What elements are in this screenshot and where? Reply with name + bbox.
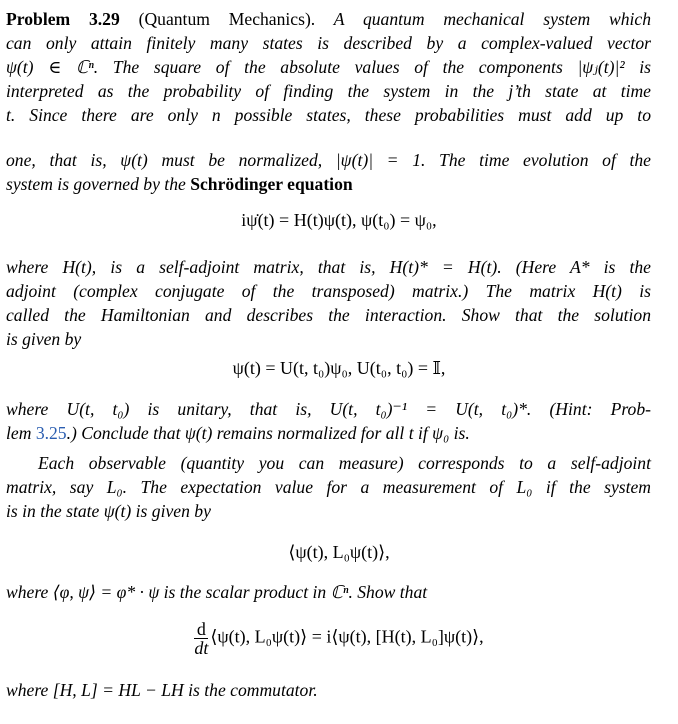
problem-heading: Problem 3.29 bbox=[6, 9, 120, 29]
text-fragment: .) Conclude that ψ(t) remains normalized for all t if ψ₀ is. bbox=[66, 423, 470, 443]
text-line: one, that is, ψ(t) must be normalized, |ψ(t)| = 1. The time evolution of the bbox=[6, 150, 651, 170]
text-line: can only attain finitely many states is described by a complex-valued vector bbox=[6, 33, 651, 53]
problem-subject: (Quantum Mechanics). bbox=[138, 9, 316, 29]
text-line bbox=[6, 173, 651, 195]
problem-reference-link[interactable]: 3.25 bbox=[35, 423, 67, 443]
text-fragment: lem bbox=[6, 423, 32, 443]
text-line: matrix, say L₀. The expectation value for a measurement of L₀ if the system bbox=[6, 477, 651, 497]
text-line: where [H, L] = HL − LH is the commutator. bbox=[6, 680, 318, 700]
equation-expectation: ⟨ψ(t), L₀ψ(t)⟩, bbox=[288, 542, 390, 562]
text-fragment: system is governed by the bbox=[6, 174, 186, 194]
text-line: interpreted as the probability of finding the system in the j’th state at time bbox=[6, 81, 651, 101]
fraction-numerator: d bbox=[194, 620, 208, 639]
text-line: where ⟨φ, ψ⟩ = φ* · ψ is the scalar product in ℂⁿ. Show that bbox=[6, 582, 428, 602]
problem-intro-line bbox=[6, 8, 651, 30]
equation-schrodinger: iψ̇(t) = H(t)ψ(t), ψ(t₀) = ψ₀, bbox=[241, 210, 437, 230]
schrodinger-term: Schrödinger equation bbox=[190, 174, 353, 194]
equation-rest: ⟨ψ(t), L₀ψ(t)⟩ = i⟨ψ(t), [H(t), L₀]ψ(t)⟩, bbox=[210, 626, 484, 647]
text-line: is in the state ψ(t) is given by bbox=[6, 501, 211, 521]
text-line: is given by bbox=[6, 329, 82, 349]
fraction-denominator: dt bbox=[194, 638, 209, 658]
equation-derivative bbox=[0, 620, 678, 657]
text-line: called the Hamiltonian and describes the interaction. Show that the solution bbox=[6, 305, 651, 325]
text-line: ψ(t) ∈ ℂⁿ. The square of the absolute values of the components |ψⱼ(t)|² is bbox=[6, 57, 651, 77]
text-line: where U(t, t₀) is unitary, that is, U(t, t₀)⁻¹ = U(t, t₀)*. (Hint: Prob- bbox=[6, 399, 651, 419]
text-line: Each observable (quantity you can measure) corresponds to a self-adjoint bbox=[38, 453, 651, 473]
problem-intro-text: A quantum mechanical system which bbox=[333, 9, 651, 29]
equation-solution: ψ(t) = U(t, t₀)ψ₀, U(t₀, t₀) = 𝕀, bbox=[232, 358, 446, 378]
text-line bbox=[6, 422, 651, 444]
text-line: t. Since there are only n possible states, these probabilities must add up to bbox=[6, 105, 651, 125]
text-line: where H(t), is a self-adjoint matrix, that is, H(t)* = H(t). (Here A* is the bbox=[6, 257, 651, 277]
derivative-fraction bbox=[194, 620, 208, 657]
text-line: adjoint (complex conjugate of the transposed) matrix.) The matrix H(t) is bbox=[6, 281, 651, 301]
